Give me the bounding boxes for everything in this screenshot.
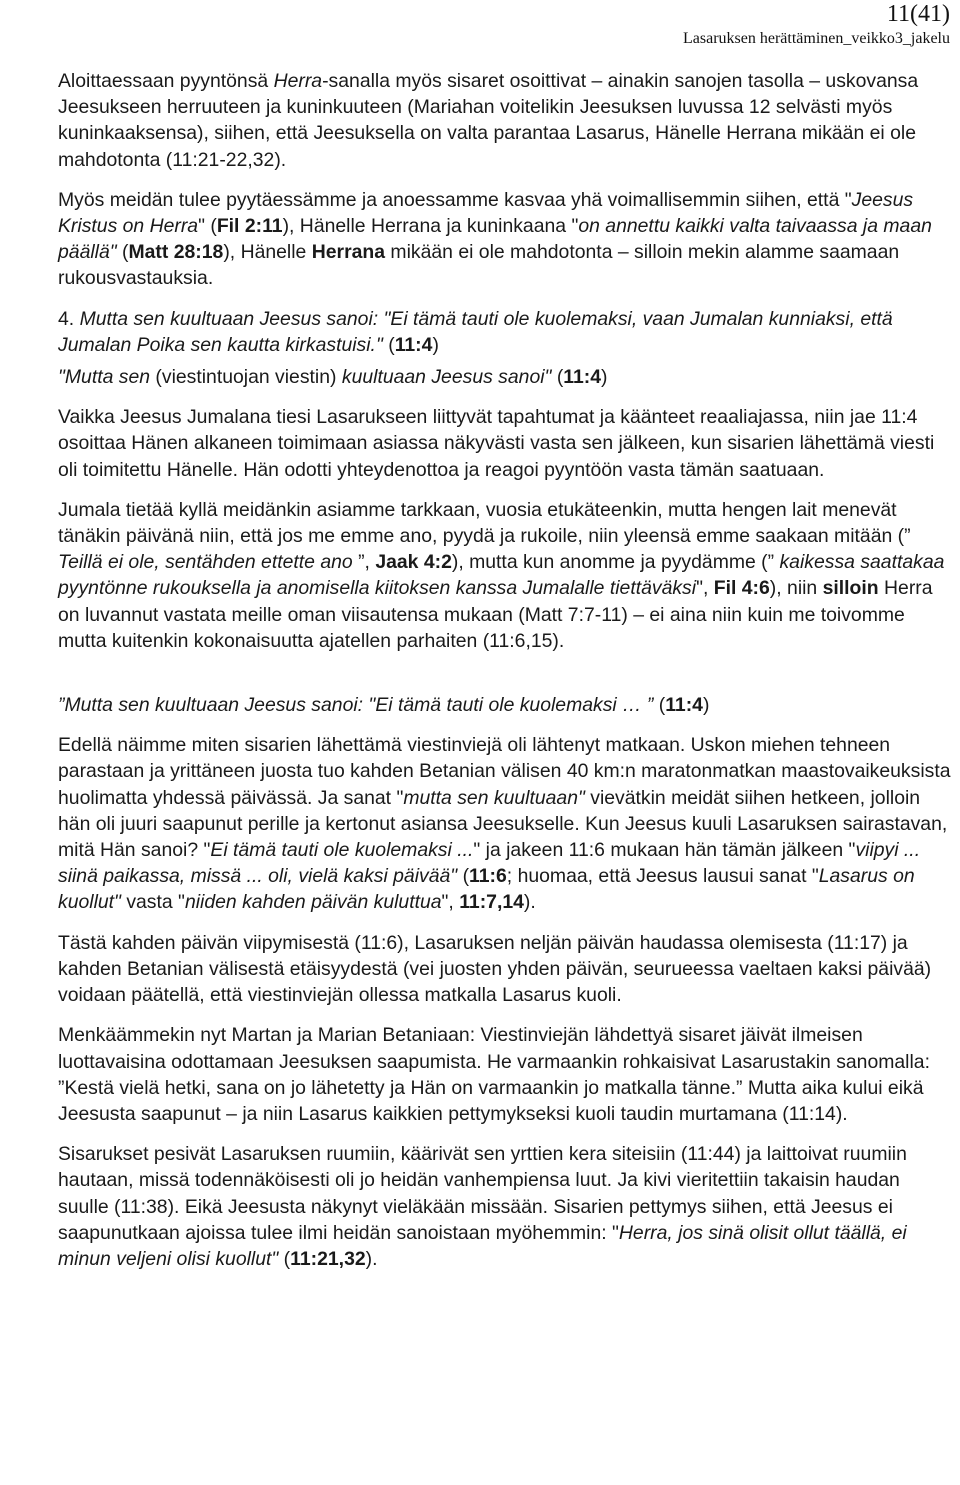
paragraph: Tästä kahden päivän viipymisestä (11:6), Lasaruksen neljän päivän haudassa olemisesta (11:17) ja kahden Betanian välisestä etäisyydestä (vei juosten yhden päivän, seurueessa vaeltaen kaksi päivää) voidaan päätellä, että viestinviejän ollessa matkalla Lasarus kuoli. (58, 931, 932, 1007)
verse-subheading: ”Mutta sen kuultuaan Jeesus sanoi: "Ei tämä tauti ole kuolemaksi … ” (11:4) (58, 694, 710, 717)
verse-heading: 4. Mutta sen kuultuaan Jeesus sanoi: "Ei tämä tauti ole kuolemaksi, vaan Jumalan kunniaksi, että Jumalan Poika sen kautta kirkastuisi." (11:4) (58, 307, 893, 356)
verse-subheading: "Mutta sen (viestintuojan viestin) kuultuaan Jeesus sanoi" (11:4) (58, 366, 608, 389)
paragraph: Aloittaessaan pyyntönsä Herra-sanalla myös sisaret osoittivat – ainakin sanojen tasolla – uskovansa Jeesukseen herruuteen ja kuninkuuteen (Mariahan voitelikin Jeesuksen luvussa 12 selvästi myös kuninkaaksensa), siihen, että Jeesuksella on valta parantaa Lasarus, Hänelle Herrana mikään ei ole mahdotonta (11:21-22,32). (58, 70, 919, 171)
paragraph: Jumala tietää kyllä meidänkin asiamme tarkkaan, vuosia etukäteenkin, mutta hengen lait menevät tänäkin päivänä niin, että jos me emme ano, pyydä ja rukoile, niin yleensä emme saakaan mitään (” Teillä ei ole, sentähden ettette ano ”, Jaak 4:2), mutta kun anomme ja pyydämme (” kaikessa saattakaa pyyntönne rukouksella ja anomisella kiitoksen kanssa Jumalalle tiettäväksi", Fil 4:6), niin silloin Herra on luvannut vastata meille oman viisautensa mukaan (Matt 7:7-11) – ei aina niin kuin me toivomme mutta kuitenkin kokonaisuutta ajatellen parhaiten (11:6,15). (58, 498, 945, 652)
document-body (58, 68, 954, 1272)
paragraph: Edellä näimme miten sisarien lähettämä viestinviejä oli lähtenyt matkaan. Uskon miehen tehneen parastaan ja yrittäneen juosta tuo kahden Betanian välisen 40 km:n maratonmatkan maastovaikeuksista huolimatta yhdessä päivässä. Ja sanat "mutta sen kuultuaan" vievätkin meidät siihen hetkeen, jolloin hän oli juuri saapunut perille ja kertonut asiansa Jeesukselle. Kun Jeesus kuuli Lasaruksen sairastavan, mitä Hän sanoi? "Ei tämä tauti ole kuolemaksi ..." ja jakeen 11:6 mukaan hän tämän jälkeen "viipyi ... siinä paikassa, missä ... oli, vielä kaksi päivää" (11:6; huomaa, että Jeesus lausui sanat "Lasarus on kuollut" vasta "niiden kahden päivän kuluttua", 11:7,14). (58, 734, 951, 914)
paragraph: Myös meidän tulee pyytäessämme ja anoessamme kasvaa yhä voimallisemmin siihen, että "Jeesus Kristus on Herra" (Fil 2:11), Hänelle Herrana ja kuninkaana "on annettu kaikki valta taivaassa ja maan päällä" (Matt 28:18), Hänelle Herrana mikään ei ole mahdotonta – silloin mekin alamme saamaan rukousvastauksia. (58, 188, 932, 290)
paragraph: Sisarukset pesivät Lasaruksen ruumiin, käärivät sen yrttien kera siteisiin (11:44) ja laittoivat ruumiin hautaan, missä todennäköisesti oli jo heidän vanhempiensa luut. Ja kivi vieritettiin takaisin haudan suulle (11:38). Eikä Jeesusta näkynyt vieläkään missään. Sisarien pettymys siihen, että Jeesus ei saapunutkaan ajoissa tulee ilmi heidän sanoistaan myöhemmin: "Herra, jos sinä olisit ollut täällä, ei minun veljeni olisi kuollut" (11:21,32). (58, 1143, 907, 1270)
document-name: Lasaruksen herättäminen_veikko3_jakelu (682, 30, 950, 47)
paragraph: Vaikka Jeesus Jumalana tiesi Lasarukseen liittyvät tapahtumat ja käänteet reaaliajassa, niin jae 11:4 osoittaa Hänen alkaneen toimimaan asiassa näkyvästi vasta sen jälkeen, kun sisarien lähettämä viesti oli toimitettu Hänelle. Hän odotti yhteydenottoa ja reagoi pyyntöön vasta tämän saatuaan. (58, 406, 935, 481)
page-number: 11(41) (886, 1, 950, 27)
paragraph: Menkäämmekin nyt Martan ja Marian Betaniaan: Viestinviejän lähdettyä sisaret jäivät ilmeisen luottavaisina odottamaan Jeesuksen saapumista. He varmaankin rohkaisivat Lasarustakin sanomalla: ”Kestä vielä hetki, sana on jo lähetetty ja Hän on varmaankin jo matkalla tänne.” Mutta aika kului eikä Jeesusta saapunut – ja niin Lasarus kaikkien pettymykseksi kuoli taudin murtamana (11:14). (58, 1024, 930, 1125)
